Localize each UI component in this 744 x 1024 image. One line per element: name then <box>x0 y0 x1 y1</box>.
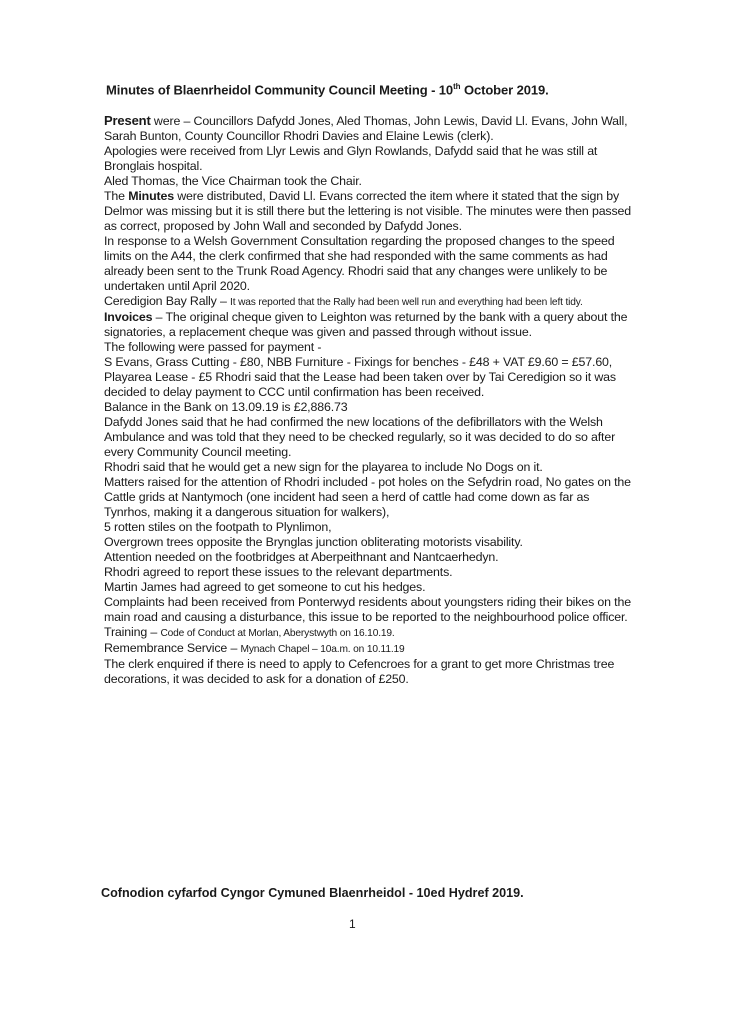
remembrance-paragraph <box>104 641 632 657</box>
remembrance-label: Remembrance Service – <box>104 641 241 655</box>
invoices-label: Invoices <box>104 310 153 324</box>
present-text: were – Councillors Dafydd Jones, Aled Thomas, John Lewis, David Ll. Evans, John Wall, Sarah Bunton, County Councillor Rhodri Davies and Elaine Lewis (clerk). <box>104 114 628 143</box>
sign-paragraph: Rhodri said that he would get a new sign for the playarea to include No Dogs on it. <box>104 460 543 474</box>
training-label: Training – <box>104 625 161 639</box>
training-paragraph <box>104 625 632 641</box>
footbridges-paragraph: Attention needed on the footbridges at Aberpeithnant and Nantcaerhedyn. <box>104 550 499 564</box>
minutes-label: Minutes <box>128 189 174 203</box>
defibrillators-paragraph: Dafydd Jones said that he had confirmed the new locations of the defibrillators with the Welsh Ambulance and was told that they need to be checked regularly, so it was decided to do so after every Community Council meeting. <box>104 415 616 459</box>
payment-items: S Evans, Grass Cutting - £80, NBB Furniture - Fixings for benches - £48 + VAT £9.60 = £57.60, <box>104 355 613 369</box>
minutes-text: were distributed, David Ll. Evans corrected the item where it stated that the sign by Delmor was missing but it is still there but the lettering is not visible. The minutes were then passed as correct, proposed by John Wall and seconded by Dafydd Jones. <box>104 189 632 233</box>
title-main: Minutes of Blaenrheidol Community Council Meeting - 10 <box>106 82 454 98</box>
training-text: Code of Conduct at Morlan, Aberystwyth on 16.10.19. <box>160 628 395 639</box>
chair-paragraph: Aled Thomas, the Vice Chairman took the Chair. <box>104 174 362 188</box>
trees-paragraph: Overgrown trees opposite the Brynglas junction obliterating motorists visability. <box>104 535 523 549</box>
rally-paragraph <box>104 294 632 310</box>
page-number: 1 <box>349 917 356 931</box>
stiles-paragraph: 5 rotten stiles on the footpath to Plynlimon, <box>104 520 332 534</box>
balance-paragraph: Balance in the Bank on 13.09.19 is £2,886.73 <box>104 400 348 414</box>
title-date-rest: October 2019. <box>460 82 549 98</box>
present-paragraph <box>104 113 632 144</box>
page-title <box>106 82 549 97</box>
rally-text: It was reported that the Rally had been well run and everything had been left tidy. <box>230 297 583 308</box>
report-paragraph: Rhodri agreed to report these issues to the relevant departments. <box>104 565 453 579</box>
minutes-paragraph <box>104 189 632 234</box>
playarea-lease-paragraph: Playarea Lease - £5 Rhodri said that the Lease had been taken over by Tai Ceredigion so it was decided to delay payment to CCC until confirmation has been received. <box>104 370 616 399</box>
remembrance-text: Mynach Chapel – 10a.m. on 10.11.19 <box>240 644 405 655</box>
rally-label: Ceredigion Bay Rally – <box>104 294 231 308</box>
present-label: Present <box>104 113 151 128</box>
minutes-body <box>104 113 632 687</box>
minutes-pre: The <box>104 189 129 203</box>
complaints-paragraph: Complaints had been received from Ponterwyd residents about youngsters riding their bikes on the main road and causing a disturbance, this issue to be reported to the neighbourhood police officer. <box>104 595 631 624</box>
invoices-paragraph <box>104 310 632 340</box>
consultation-paragraph: In response to a Welsh Government Consultation regarding the proposed changes to the speed limits on the A44, the clerk confirmed that she had responded with the same comments as had already been sent to the Trunk Road Agency. Rhodri said that any changes were unlikely to be undertaken until April 2020. <box>104 234 615 293</box>
payment-intro: The following were passed for payment - <box>104 340 322 354</box>
invoices-text: – The original cheque given to Leighton was returned by the bank with a query about the signatories, a replacement cheque was given and passed through without issue. <box>104 310 628 339</box>
welsh-title: Cofnodion cyfarfod Cyngor Cymuned Blaenrheidol - 10ed Hydref 2019. <box>101 886 524 900</box>
title-ordinal-suffix: th <box>453 82 461 91</box>
apologies-paragraph: Apologies were received from Llyr Lewis and Glyn Rowlands, Dafydd said that he was still at Bronglais hospital. <box>104 144 598 173</box>
matters-paragraph: Matters raised for the attention of Rhodri included - pot holes on the Sefydrin road, No gates on the Cattle grids at Nantymoch (one incident had seen a herd of cattle had come down as far as Tynrhos, making it a dangerous situation for walkers), <box>104 475 631 519</box>
grant-paragraph: The clerk enquired if there is need to apply to Cefencroes for a grant to get more Christmas tree decorations, it was decided to ask for a donation of £250. <box>104 657 615 686</box>
hedges-paragraph: Martin James had agreed to get someone to cut his hedges. <box>104 580 426 594</box>
